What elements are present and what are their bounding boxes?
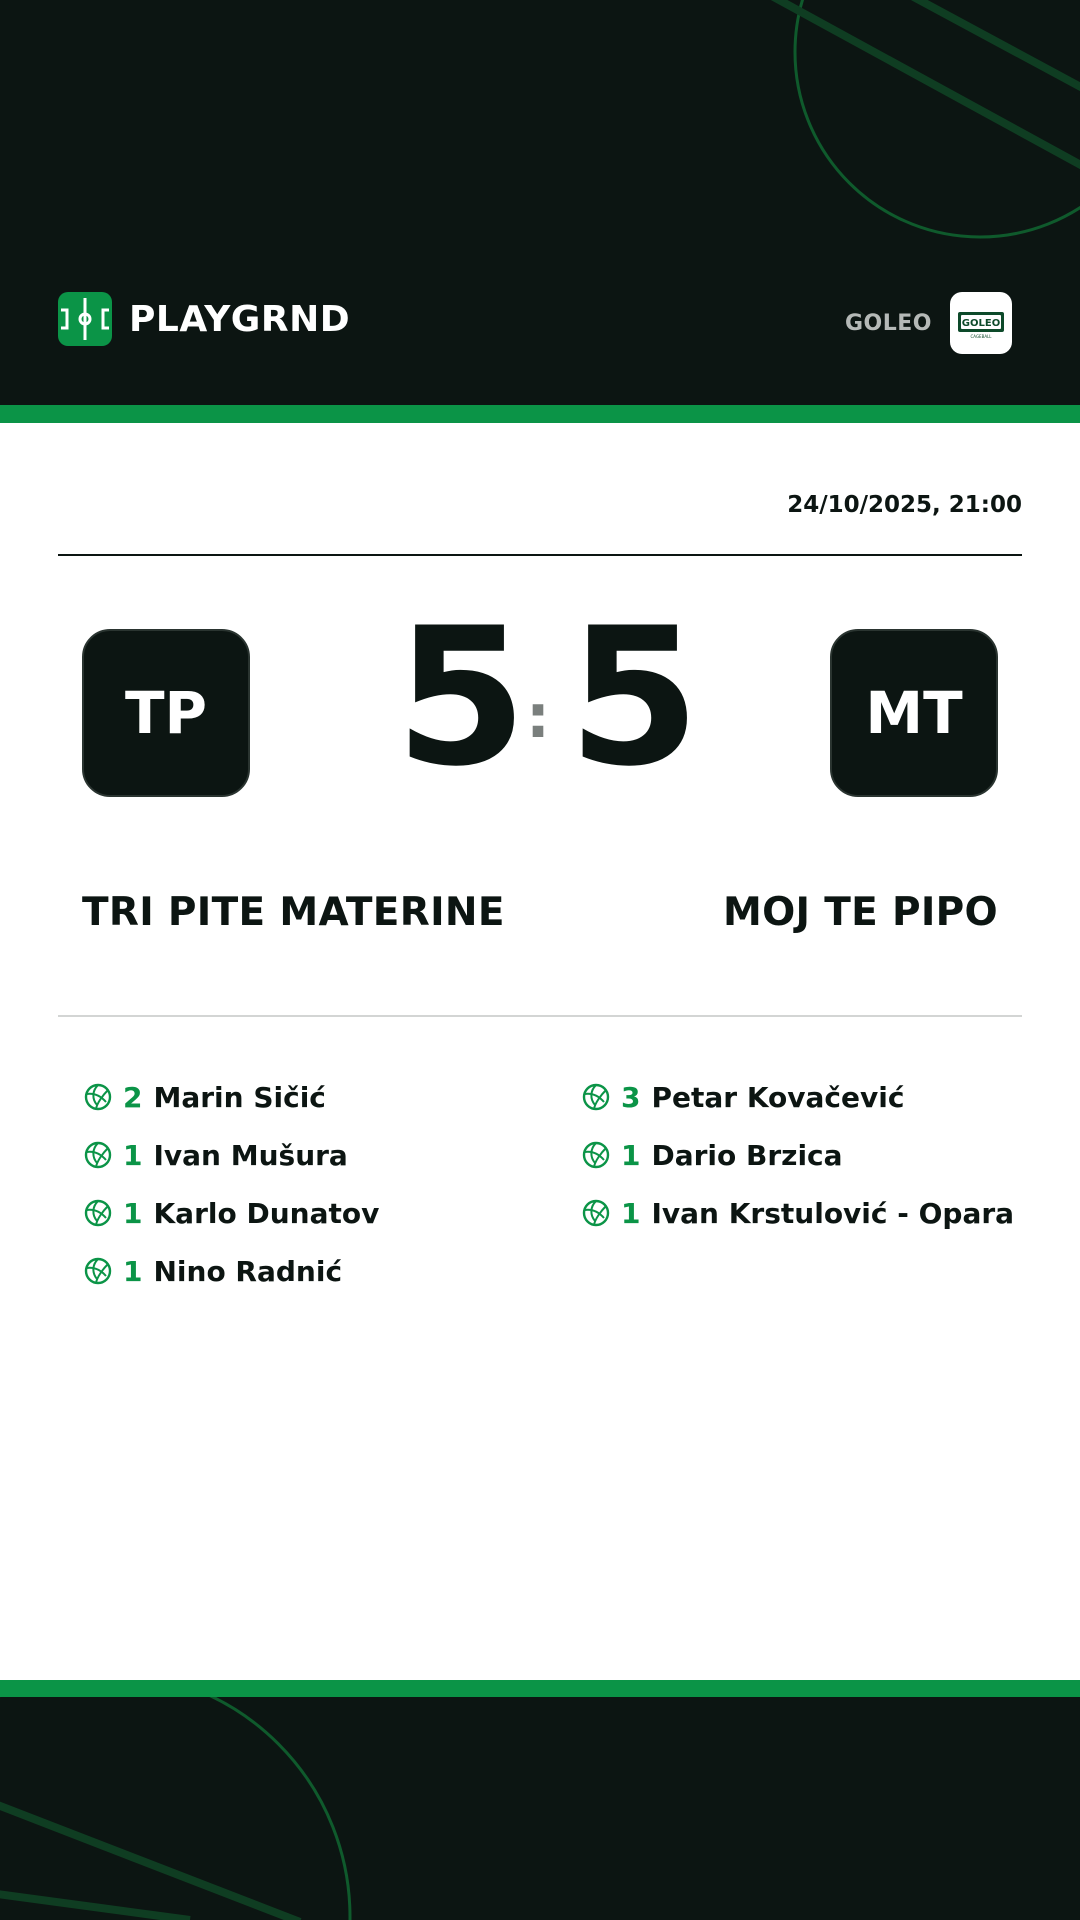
- brand-name: PLAYGRND: [129, 298, 351, 340]
- footer-accent-bar: [0, 1680, 1080, 1698]
- scorer-item: [84, 1068, 379, 1126]
- goal-count: 1: [123, 1196, 143, 1230]
- scorer-item: [582, 1068, 1014, 1126]
- scorer-item: [582, 1126, 1014, 1184]
- away-score: 5: [568, 587, 701, 808]
- brand: [58, 292, 350, 346]
- soccer-ball-icon: [84, 1141, 112, 1169]
- goal-count: 1: [123, 1254, 143, 1288]
- scorer-item: [84, 1184, 379, 1242]
- player-name: Ivan Krstulović - Opara: [651, 1196, 1015, 1230]
- svg-text:CAGEBALL: CAGEBALL: [970, 334, 992, 339]
- divider: [58, 554, 1022, 556]
- scorer-item: [84, 1126, 379, 1184]
- soccer-field-icon: [58, 292, 112, 346]
- match-datetime: 24/10/2025, 21:00: [787, 492, 1022, 518]
- pitch-lines-decoration: [0, 1697, 1080, 1920]
- soccer-ball-icon: [582, 1199, 610, 1227]
- goal-count: 3: [621, 1080, 641, 1114]
- player-name: Petar Kovačević: [651, 1080, 905, 1114]
- home-score: 5: [395, 587, 528, 808]
- home-scorers-list: [84, 1068, 379, 1300]
- player-name: Ivan Mušura: [153, 1138, 348, 1172]
- partner-logo: [950, 292, 1012, 354]
- score-separator: :: [526, 682, 550, 752]
- divider: [58, 1015, 1022, 1017]
- home-team-badge: TP: [82, 629, 250, 797]
- svg-text:GOLEO: GOLEO: [961, 318, 1001, 329]
- soccer-ball-icon: [84, 1083, 112, 1111]
- partner-name: GOLEO: [844, 310, 932, 336]
- scorer-item: [582, 1184, 1014, 1242]
- scorer-item: [84, 1242, 379, 1300]
- soccer-ball-icon: [84, 1199, 112, 1227]
- footer: [0, 1697, 1080, 1920]
- goal-count: 1: [123, 1138, 143, 1172]
- away-scorers-list: [582, 1068, 1014, 1242]
- player-name: Dario Brzica: [651, 1138, 843, 1172]
- soccer-ball-icon: [582, 1141, 610, 1169]
- goal-count: 1: [621, 1196, 641, 1230]
- goal-count: 1: [621, 1138, 641, 1172]
- soccer-ball-icon: [84, 1257, 112, 1285]
- header-accent-bar: [0, 405, 1080, 423]
- goal-count: 2: [123, 1080, 143, 1114]
- away-team-badge: MT: [830, 629, 998, 797]
- soccer-ball-icon: [582, 1083, 610, 1111]
- away-team-name: MOJ TE PIPO: [722, 890, 998, 935]
- partner: [845, 292, 1012, 354]
- player-name: Nino Radnić: [153, 1254, 343, 1288]
- home-team-name: TRI PITE MATERINE: [82, 890, 505, 935]
- player-name: Marin Sičić: [153, 1080, 326, 1114]
- player-name: Karlo Dunatov: [153, 1196, 380, 1230]
- header: [0, 0, 1080, 405]
